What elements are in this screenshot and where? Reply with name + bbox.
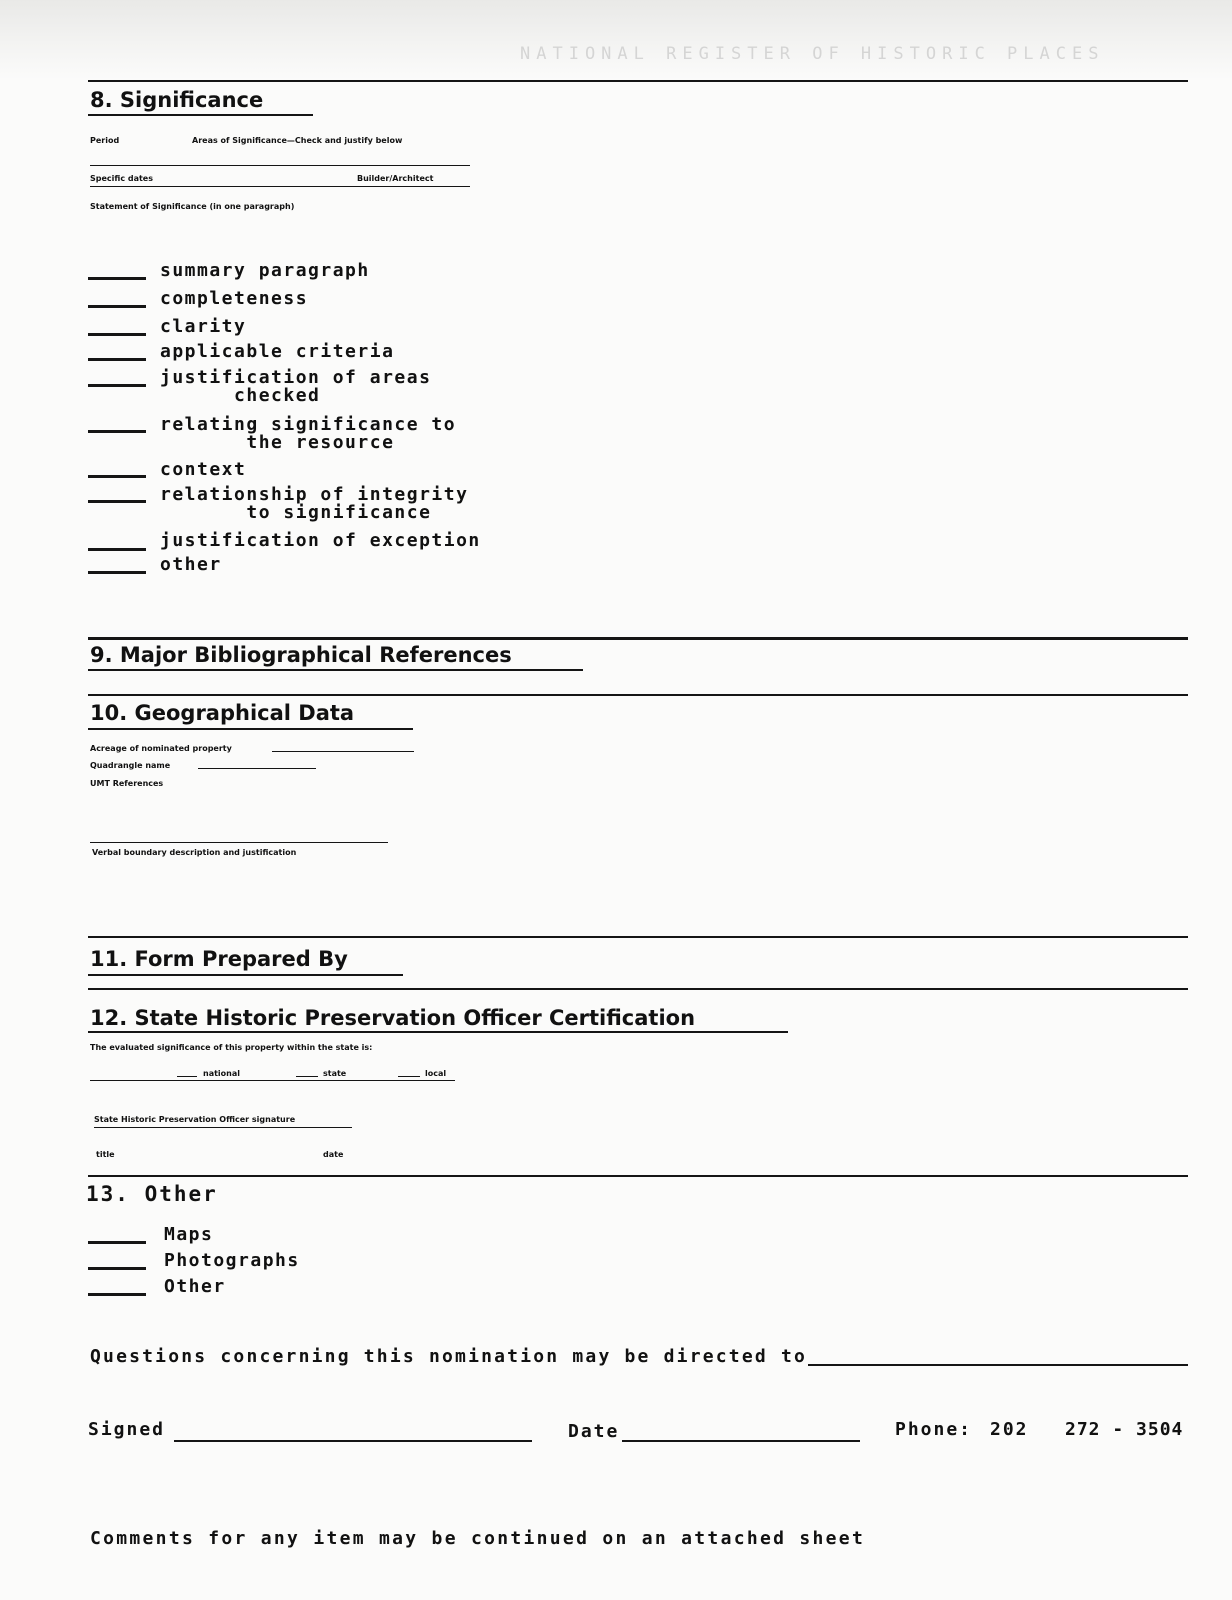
builder-label: Builder/Architect [357, 174, 434, 183]
statement-label: Statement of Significance (in one paragraph) [90, 202, 295, 211]
section-12-title: 12. State Historic Preservation Officer Certification [90, 1006, 696, 1030]
rule-section-9 [88, 637, 1188, 640]
verbal-boundary-label: Verbal boundary description and justification [92, 848, 297, 857]
other-blank-other[interactable] [88, 1293, 146, 1296]
checklist-item: justification of areas checked [160, 367, 432, 406]
section-12-underline [88, 1031, 788, 1033]
state-label: state [323, 1069, 347, 1078]
areas-label: Areas of Significance—Check and justify below [192, 136, 403, 145]
checklist-item: summary paragraph [160, 260, 370, 281]
phone-label: Phone: [895, 1419, 973, 1440]
utm-label: UMT References [90, 779, 164, 788]
specific-dates-label: Specific dates [90, 174, 153, 183]
national-blank[interactable] [177, 1076, 197, 1077]
period-label: Period [90, 136, 120, 145]
section-13-title: 13. Other [86, 1182, 218, 1206]
rule-section-12 [88, 988, 1188, 990]
phone-area-code: 202 [990, 1419, 1029, 1440]
section-8-title: 8. Significance [90, 88, 264, 112]
check-blank-6[interactable] [88, 430, 146, 433]
checklist-item: clarity [160, 316, 247, 337]
title-label: title [96, 1150, 115, 1159]
local-blank[interactable] [398, 1076, 420, 1077]
signed-label: Signed [88, 1419, 166, 1440]
level-rule [90, 1080, 455, 1081]
checklist-item: applicable criteria [160, 341, 395, 362]
check-blank-3[interactable] [88, 333, 146, 336]
check-blank-10[interactable] [88, 571, 146, 574]
section-10-underline [88, 728, 413, 730]
other-blank-photographs[interactable] [88, 1267, 146, 1270]
date-label-12: date [323, 1150, 344, 1159]
faded-header-title: NATIONAL REGISTER OF HISTORIC PLACES [520, 44, 1105, 64]
shpo-signature-label: State Historic Preservation Officer signature [94, 1115, 296, 1124]
other-item-maps: Maps [164, 1224, 214, 1245]
questions-label: Questions concerning this nomination may be directed to [90, 1346, 808, 1367]
section-11-title: 11. Form Prepared By [90, 947, 348, 971]
section-8-underline [88, 114, 313, 116]
other-item-photographs: Photographs [164, 1250, 300, 1271]
other-item-other: Other [164, 1276, 226, 1297]
section-10-title: 10. Geographical Data [90, 701, 355, 725]
rule-top [88, 80, 1188, 82]
rule-section-10 [88, 694, 1188, 696]
quadrangle-field[interactable] [198, 768, 316, 769]
checklist-item: relating significance to the resource [160, 414, 457, 453]
checklist-item: other [160, 554, 222, 575]
signed-field[interactable] [174, 1440, 532, 1442]
local-label: local [425, 1069, 447, 1078]
check-blank-1[interactable] [88, 277, 146, 280]
acreage-label: Acreage of nominated property [90, 744, 232, 753]
rule-section-13 [88, 1175, 1188, 1177]
checklist-item: completeness [160, 288, 309, 309]
checklist-item: relationship of integrity to significance [160, 484, 469, 523]
date-label: Date [568, 1421, 620, 1442]
section-9-title: 9. Major Bibliographical References [90, 643, 512, 667]
checklist-item: context [160, 459, 247, 480]
evaluated-label: The evaluated significance of this property within the state is: [90, 1043, 373, 1052]
national-label: national [203, 1069, 240, 1078]
shpo-signature-rule [94, 1127, 352, 1128]
section-11-underline [88, 974, 403, 976]
rule-section-11 [88, 936, 1188, 938]
check-blank-8[interactable] [88, 500, 146, 503]
state-blank[interactable] [296, 1076, 318, 1077]
date-field[interactable] [622, 1440, 860, 1442]
checklist-item: justification of exception [160, 530, 481, 551]
section-9-underline [88, 669, 583, 671]
check-blank-7[interactable] [88, 475, 146, 478]
utm-rule [90, 842, 388, 843]
scan-top-band [0, 0, 1232, 80]
quadrangle-label: Quadrangle name [90, 761, 171, 770]
areas-rule [90, 165, 470, 166]
acreage-field[interactable] [272, 751, 414, 752]
comments-note: Comments for any item may be continued on an attached sheet [90, 1528, 866, 1549]
other-blank-maps[interactable] [88, 1241, 146, 1244]
check-blank-9[interactable] [88, 548, 146, 551]
questions-field[interactable] [808, 1364, 1188, 1366]
check-blank-5[interactable] [88, 384, 146, 387]
check-blank-4[interactable] [88, 358, 146, 361]
dates-rule [90, 186, 470, 187]
check-blank-2[interactable] [88, 305, 146, 308]
phone-number: 272 - 3504 [1065, 1419, 1184, 1440]
